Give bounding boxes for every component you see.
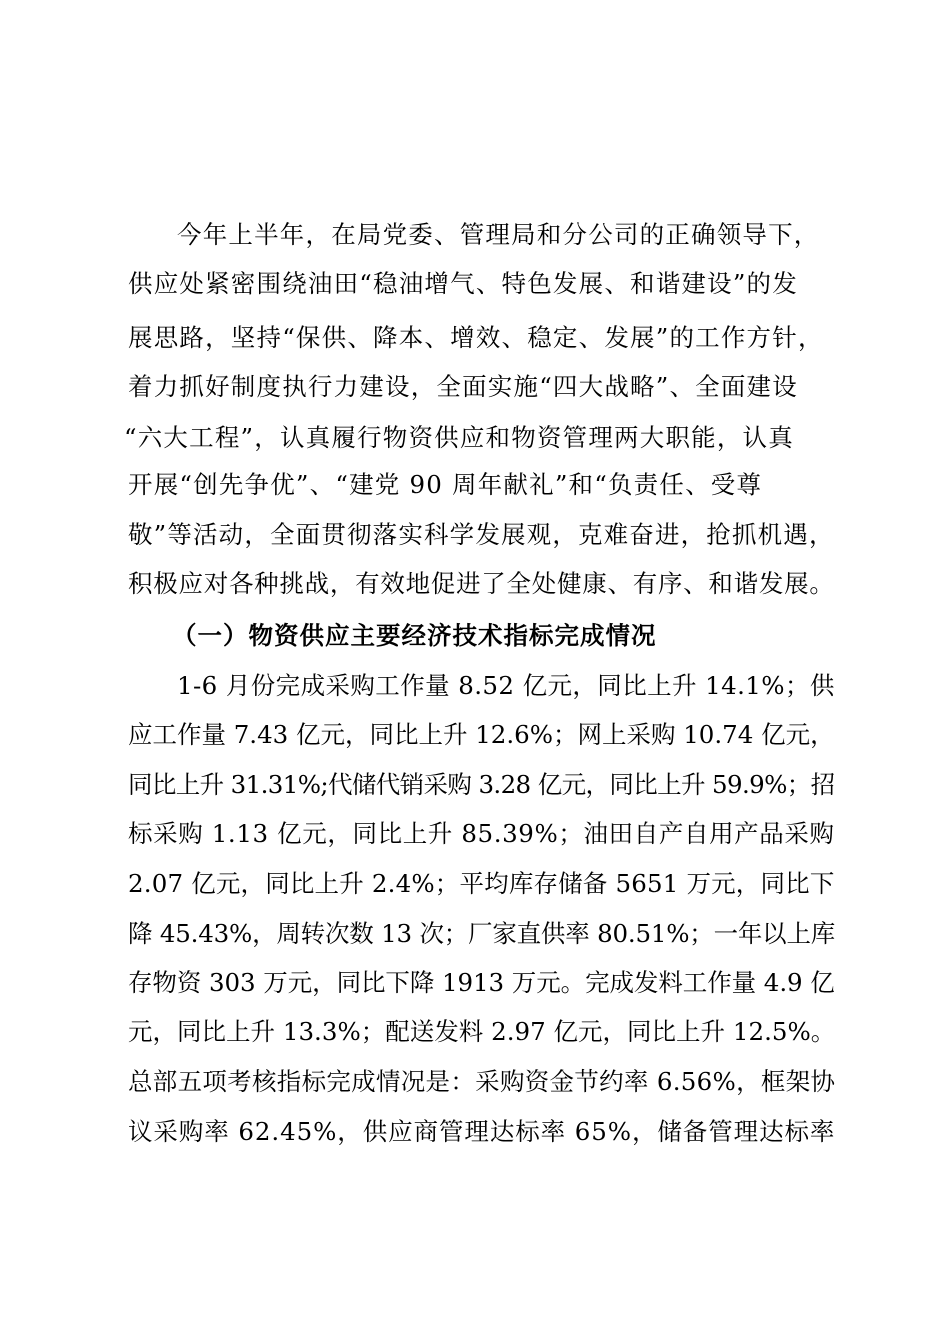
paragraph-2-line-4: 标采购 1.13 亿元，同比上升 85.39%；油田自产自用产品采购 (128, 819, 835, 848)
paragraph-2-line-9: 总部五项考核指标完成情况是：采购资金节约率 6.56%，框架协 (128, 1067, 836, 1096)
paragraph-2-line-6: 降 45.43%，周转次数 13 次；厂家直供率 80.51%；一年以上库 (128, 919, 836, 948)
paragraph-2-line-1: 1-6 月份完成采购工作量 8.52 亿元，同比上升 14.1%；供 (177, 671, 835, 700)
paragraph-2-line-10: 议采购率 62.45%，供应商管理达标率 65%，储备管理达标率 (128, 1117, 836, 1146)
paragraph-2-line-5: 2.07 亿元，同比上升 2.4%；平均库存储备 5651 万元，同比下 (128, 869, 835, 898)
paragraph-1-line-8: 积极应对各种挑战，有效地促进了全处健康、有序、和谐发展。 (128, 569, 835, 598)
paragraph-2-line-8: 元，同比上升 13.3%；配送发料 2.97 亿元，同比上升 12.5%。 (128, 1017, 836, 1046)
paragraph-1-line-2: 供应处紧密围绕油田“稳油增气、特色发展、和谐建设”的发 (128, 269, 798, 298)
paragraph-1-line-7: 敬”等活动，全面贯彻落实科学发展观，克难奋进，抢抓机遇， (128, 520, 835, 549)
paragraph-2-line-2: 应工作量 7.43 亿元，同比上升 12.6%；网上采购 10.74 亿元， (128, 720, 835, 749)
paragraph-1-line-5: “六大工程”，认真履行物资供应和物资管理两大职能，认真 (124, 423, 794, 452)
paragraph-1-line-6: 开展“创先争优”、“建党 90 周年献礼”和“负责任、受尊 (128, 470, 763, 499)
paragraph-1-line-3: 展思路，坚持“保供、降本、增效、稳定、发展”的工作方针， (128, 323, 824, 352)
section-heading: （一）物资供应主要经济技术指标完成情况 (172, 621, 657, 650)
paragraph-2-line-7: 存物资 303 万元，同比下降 1913 万元。完成发料工作量 4.9 亿 (128, 968, 835, 997)
paragraph-2-line-3: 同比上升 31.31%;代储代销采购 3.28 亿元，同比上升 59.9%；招 (128, 770, 835, 799)
paragraph-1-line-4: 着力抓好制度执行力建设，全面实施“四大战略”、全面建设 (128, 372, 798, 401)
paragraph-1-line-1: 今年上半年，在局党委、管理局和分公司的正确领导下， (177, 220, 820, 249)
